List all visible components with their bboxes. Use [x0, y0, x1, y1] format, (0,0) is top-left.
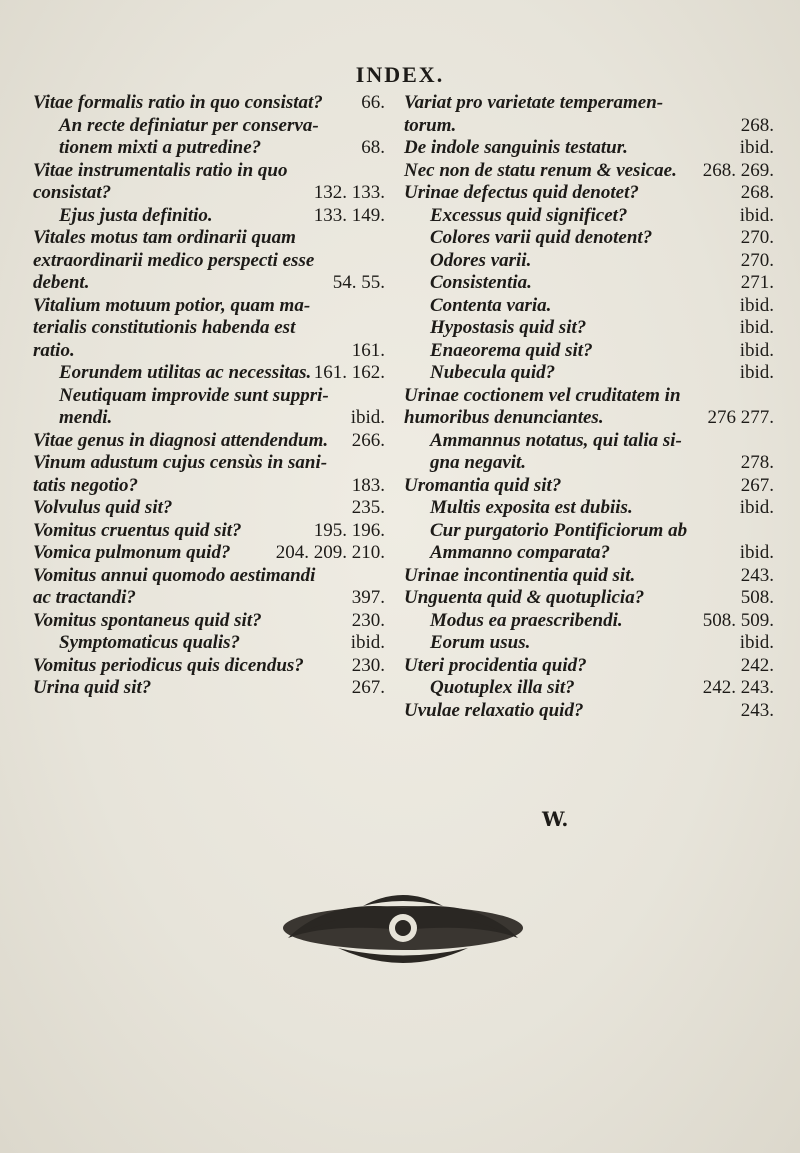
entry-text: De indole sanguinis testatur. — [404, 137, 628, 158]
index-entry — [33, 655, 385, 678]
index-entry — [404, 272, 774, 295]
index-entry — [404, 497, 774, 520]
page-reference: 68. — [361, 137, 385, 158]
entry-text: mendi. — [59, 407, 113, 428]
index-entry — [404, 182, 774, 205]
entry-text: Modus ea praescribendi. — [430, 609, 623, 631]
page-reference: 230. — [351, 654, 385, 676]
page-reference: ibid. — [739, 542, 774, 563]
index-entry — [33, 92, 385, 115]
index-entry — [33, 632, 385, 655]
page-reference: 161. 162. — [313, 362, 385, 383]
page-reference: 267. — [351, 677, 385, 698]
index-entry — [404, 677, 774, 700]
index-entry — [33, 115, 385, 160]
entry-text: humoribus denunciantes. — [404, 407, 604, 428]
index-entry — [404, 430, 774, 475]
entry-text: Excessus quid significet? — [430, 204, 628, 226]
entry-text: Nubecula quid? — [430, 362, 556, 383]
index-entry — [33, 362, 385, 385]
entry-text: Vitalium motuum potior, quam ma- — [33, 294, 311, 316]
page-reference: ibid. — [739, 317, 774, 338]
entry-text: Odores varii. — [430, 249, 532, 271]
page-reference: 195. 196. — [313, 519, 385, 541]
page-reference: ibid. — [739, 632, 774, 653]
page-reference: 268. — [740, 114, 774, 136]
page-reference: 235. — [351, 497, 385, 518]
entry-text: Multis exposita est dubiis. — [430, 497, 633, 518]
entry-text: Eorundem utilitas ac necessitas. — [59, 362, 312, 383]
page-reference: 266. — [351, 429, 385, 451]
entry-text: Enaeorema quid sit? — [430, 339, 593, 361]
entry-text: Contenta varia. — [430, 294, 552, 316]
page-reference: 242. — [740, 654, 774, 676]
page-reference: ibid. — [739, 204, 774, 226]
entry-text: Vomica pulmonum quid? — [33, 542, 231, 563]
page-reference: 276 277. — [707, 407, 774, 428]
index-entry — [33, 227, 385, 295]
entry-text: Symptomaticus qualis? — [59, 632, 241, 653]
index-entry — [33, 205, 385, 228]
page-reference: 230. — [351, 609, 385, 631]
index-entry — [33, 385, 385, 430]
entry-text: Vitales motus tam ordinarii quam — [33, 227, 296, 248]
page-reference: 204. 209. 210. — [275, 542, 385, 563]
index-entry — [404, 655, 774, 678]
index-entry — [404, 565, 774, 588]
index-entry — [404, 340, 774, 363]
index-entry — [404, 250, 774, 273]
page-reference: 508. 509. — [702, 609, 774, 631]
index-entry — [404, 362, 774, 385]
index-header: INDEX. — [355, 62, 445, 87]
entry-text: debent. — [33, 272, 90, 293]
page-reference: ibid. — [739, 137, 774, 158]
entry-text: Volvulus quid sit? — [33, 497, 173, 518]
index-entry — [33, 542, 385, 565]
entry-text: Vomitus spontaneus quid sit? — [33, 609, 262, 631]
page-reference: 66. — [361, 92, 385, 113]
entry-text: Uromantia quid sit? — [404, 474, 562, 496]
page-reference: 243. — [740, 699, 774, 721]
index-entry — [33, 520, 385, 543]
entry-text: Urinae coctionem vel cruditatem in — [404, 384, 681, 406]
entry-text: Cur purgatorio Pontificiorum ab — [430, 519, 688, 541]
page-reference: ibid. — [739, 362, 774, 383]
entry-text: consistat? — [33, 182, 112, 203]
index-entry — [33, 452, 385, 497]
index-entry — [33, 295, 385, 363]
entry-text: Neutiquam improvide sunt suppri- — [59, 384, 329, 406]
entry-text: Vitae formalis ratio in quo consistat? — [33, 92, 323, 113]
page-reference: 243. — [740, 564, 774, 586]
entry-text: Urinae defectus quid denotet? — [404, 182, 639, 203]
entry-text: Urina quid sit? — [33, 677, 152, 698]
tailpiece-ornament — [248, 868, 558, 998]
page-reference: 161. — [351, 339, 385, 361]
entry-text: tionem mixti a putredine? — [59, 137, 262, 158]
page-reference: 397. — [351, 587, 385, 608]
index-entry — [33, 677, 385, 700]
entry-text: extraordinarii medico perspecti esse — [33, 249, 315, 271]
entry-text: Vomitus cruentus quid sit? — [33, 519, 242, 541]
index-entry — [404, 700, 774, 723]
entry-text: Unguenta quid & quotuplicia? — [404, 587, 645, 608]
page-reference: ibid. — [739, 339, 774, 361]
index-entry — [404, 587, 774, 610]
index-entry — [404, 632, 774, 655]
page-reference: 270. — [740, 227, 774, 248]
entry-text: terialis constitutionis habenda est — [33, 317, 296, 338]
page-reference: ibid. — [739, 497, 774, 518]
entry-text: Uvulae relaxatio quid? — [404, 699, 584, 721]
entry-text: Vitae instrumentalis ratio in quo — [33, 159, 288, 181]
entry-text: torum. — [404, 114, 457, 136]
index-entry — [404, 295, 774, 318]
index-entry — [404, 475, 774, 498]
index-entry — [404, 317, 774, 340]
page-reference: 183. — [351, 474, 385, 496]
page-reference: 268. 269. — [702, 159, 774, 181]
entry-text: Vitae genus in diagnosi attendendum. — [33, 429, 329, 451]
index-entry — [404, 160, 774, 183]
index-entry — [404, 227, 774, 250]
index-entry — [404, 520, 774, 565]
index-entry — [404, 610, 774, 633]
page-reference: 271. — [740, 272, 774, 293]
page-reference: 242. 243. — [702, 677, 774, 698]
entry-text: ratio. — [33, 339, 75, 361]
right-column — [404, 92, 774, 722]
entry-text: Eorum usus. — [430, 632, 531, 653]
page-reference: ibid. — [350, 632, 385, 653]
page-reference: 133. 149. — [313, 204, 385, 226]
entry-text: Colores varii quid denotent? — [430, 227, 653, 248]
entry-text: Ammanno comparata? — [430, 542, 610, 563]
entry-text: An recte definiatur per conserva- — [59, 114, 319, 136]
index-entry — [33, 565, 385, 610]
index-entry — [33, 610, 385, 633]
page-reference: ibid. — [350, 407, 385, 428]
entry-text: ac tractandi? — [33, 587, 136, 608]
entry-text: Quotuplex illa sit? — [430, 677, 575, 698]
page-reference: 54. 55. — [332, 272, 385, 293]
entry-text: Ammannus notatus, qui talia si- — [430, 429, 682, 451]
entry-text: Vomitus periodicus quis dicendus? — [33, 654, 304, 676]
index-entry — [404, 92, 774, 137]
entry-text: Consistentia. — [430, 272, 532, 293]
index-entry — [33, 160, 385, 205]
page-reference: 270. — [740, 249, 774, 271]
entry-text: tatis negotio? — [33, 474, 139, 496]
index-entry — [404, 137, 774, 160]
entry-text: gna negavit. — [430, 452, 527, 473]
page-reference: 278. — [740, 452, 774, 473]
entry-text: Nec non de statu renum & vesicae. — [404, 159, 677, 181]
page-reference: ibid. — [739, 294, 774, 316]
entry-text: Ejus justa definitio. — [59, 204, 213, 226]
page-reference: 268. — [740, 182, 774, 203]
entry-text: Variat pro varietate temperamen- — [404, 92, 664, 113]
index-entry — [404, 385, 774, 430]
entry-text: Uteri procidentia quid? — [404, 654, 587, 676]
entry-text: Hypostasis quid sit? — [430, 317, 587, 338]
entry-text: Vomitus annui quomodo aestimandi — [33, 564, 316, 586]
entry-text: Urinae incontinentia quid sit. — [404, 564, 636, 586]
page-reference: 508. — [740, 587, 774, 608]
page-reference: 132. 133. — [313, 182, 385, 203]
index-entry — [404, 205, 774, 228]
index-entry — [33, 430, 385, 453]
index-entry — [33, 497, 385, 520]
entry-text: Vinum adustum cujus censùs in sani- — [33, 452, 328, 473]
catchword-letter: W. — [542, 807, 569, 831]
page-reference: 267. — [740, 474, 774, 496]
left-column — [33, 92, 385, 700]
